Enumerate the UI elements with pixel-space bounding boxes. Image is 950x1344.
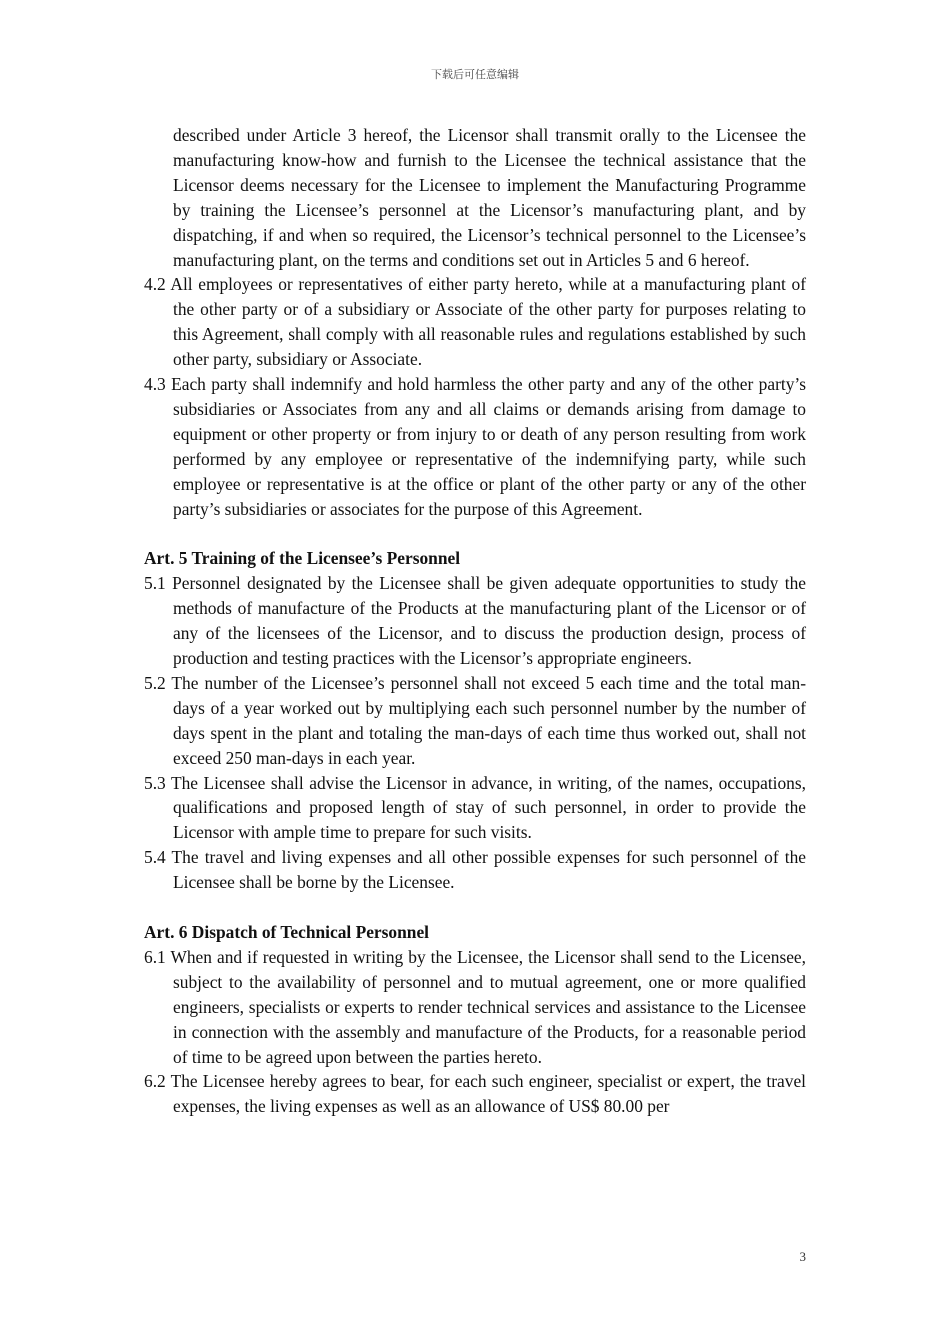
clause-5-4: 5.4 The travel and living expenses and all other possible expenses for such personnel of the Licensee shall be borne by the Licensee. <box>144 847 806 893</box>
clause-5-3: 5.3 The Licensee shall advise the Licensor in advance, in writing, of the names, occupations, qualifications and proposed length of stay of such personnel, in order to provide the Licensor with ample time to prepare for such visits. <box>144 772 806 843</box>
document-body <box>144 123 806 1119</box>
clause-4-3: 4.3 Each party shall indemnify and hold harmless the other party and any of the other party’s subsidiaries or Associates from any and all claims or demands arising from damage to equipment or other property or from injury to or death of any person resulting from work performed by any employee or representative of the indemnifying party, while such employee or representative is at the office or plant of the other party or any of the other party’s subsidiaries or associates for the purpose of this Agreement. <box>144 374 806 519</box>
clause-6-1: 6.1 When and if requested in writing by the Licensee, the Licensor shall send to the Licensee, subject to the availability of personnel and to mutual agreement, one or more qualified engineers, specialists or experts to render technical services and assistance to the Licensee in connection with the assembly and manufacture of the Products, for a reasonable period of time to be agreed upon between the parties hereto. <box>144 946 806 1067</box>
article-5-heading: Art. 5 Training of the Licensee’s Personnel <box>144 548 461 569</box>
page-header-note: 下载后可任意编辑 <box>431 68 519 81</box>
article-6-heading: Art. 6 Dispatch of Technical Personnel <box>144 921 430 942</box>
page-number: 3 <box>799 1249 806 1264</box>
clause-4-2: 4.2 All employees or representatives of either party hereto, while at a manufacturing plant of the other party or of a subsidiary or Associate of the other party for purposes relating to this Agreement, shall comply with all reasonable rules and regulations established by such other party, subsidiary or Associate. <box>144 274 806 370</box>
article-4-1-continuation: described under Article 3 hereof, the Licensor shall transmit orally to the Licensee the manufacturing know-how and furnish to the Licensee the technical assistance that the Licensor deems necessary for the Licensee to implement the Manufacturing Programme by training the Licensee’s personnel at the Licensor’s manufacturing plant, and by dispatching, if and when so required, the Licensor’s technical personnel to the Licensee’s manufacturing plant, on the terms and conditions set out in Articles 5 and 6 hereof. <box>173 125 806 270</box>
clause-5-2: 5.2 The number of the Licensee’s personnel shall not exceed 5 each time and the total man-days of a year worked out by multiplying each such personnel number by the number of days spent in the plant and totaling the man-days of each time thus worked out, shall not exceed 250 man-days in each year. <box>144 672 806 768</box>
clause-5-1: 5.1 Personnel designated by the Licensee shall be given adequate opportunities to study the methods of manufacture of the Products at the manufacturing plant of the Licensor or of any of the licensees of the Licensor, and to discuss the production design, process of production and testing practices with the Licensor’s appropriate engineers. <box>144 573 806 669</box>
clause-6-2: 6.2 The Licensee hereby agrees to bear, for each such engineer, specialist or expert, the travel expenses, the living expenses as well as an allowance of US$ 80.00 per <box>144 1071 806 1117</box>
